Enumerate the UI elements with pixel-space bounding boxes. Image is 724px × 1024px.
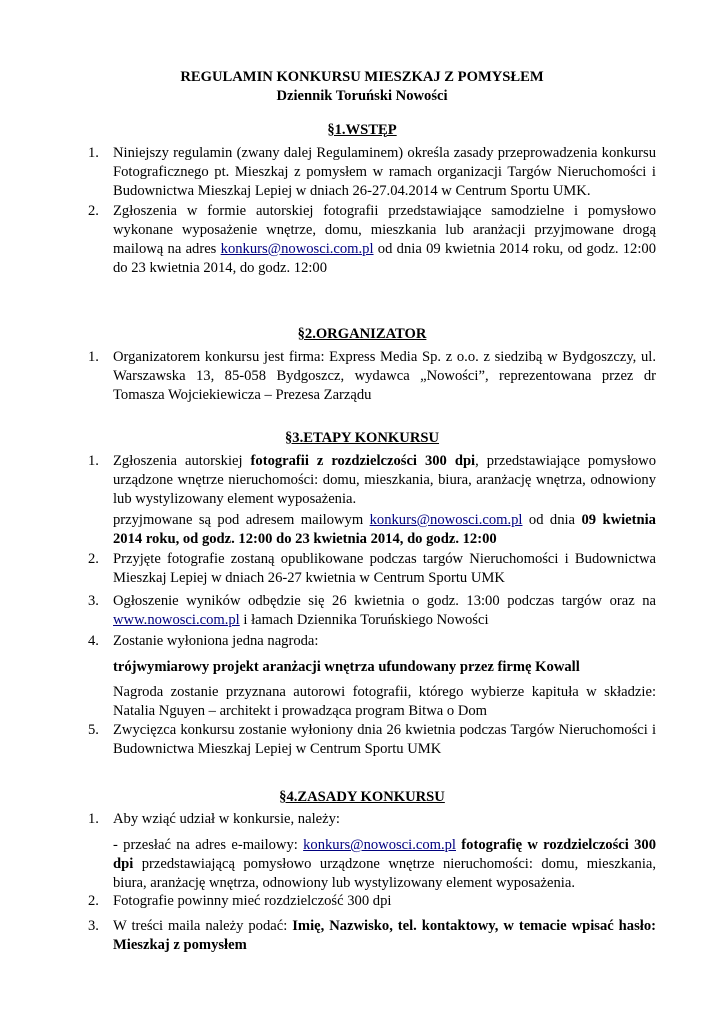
list-number: 1. — [88, 349, 99, 365]
email-link[interactable]: konkurs@nowosci.com.pl — [369, 512, 523, 528]
prize-description: trójwymiarowy projekt aranżacji wnętrza ufundowany przez firmę Kowall — [113, 659, 580, 675]
s4-item-1-paragraph: - przesłać na adres e-mailowy: konkurs@nowosci.com.pl fotografię w rozdzielczości 300 dpi przedstawiającą pomysłowo urządzone wnętrze nieruchomości: domu, mieszkania, biura, aranżację wnętrza, odnowiony lub wystylizowany element wyposażenia. — [113, 837, 656, 891]
list-number: 1. — [88, 811, 99, 827]
s1-list-item-2 — [88, 202, 656, 278]
list-item-text: Zgłoszenia w formie autorskiej fotografii przedstawiające samodzielne i pomysłowo wykonane wyposażenie wnętrze, domu, mieszkania lub aranżacji przyjmowane drogą mailową na adres konkurs@nowosci.com.pl od dnia 09 kwietnia 2014 roku, od godz. 12:00 do 23 kwietnia 2014, do godz. 12:00 — [113, 203, 656, 276]
document-subtitle: Dziennik Toruński Nowości — [276, 88, 448, 104]
list-number: 5. — [88, 722, 99, 738]
list-number: 3. — [88, 918, 99, 934]
list-number: 3. — [88, 593, 99, 609]
s3-list-item-5 — [88, 721, 656, 759]
section-heading-2: §2.ORGANIZATOR — [297, 326, 427, 342]
document-title: REGULAMIN KONKURSU MIESZKAJ Z POMYSŁEM — [180, 69, 544, 85]
s3-item-1-paragraph: przyjmowane są pod adresem mailowym konkurs@nowosci.com.pl od dnia 09 kwietnia 2014 roku, od godz. 12:00 do 23 kwietnia 2014, do godz. 12:00 — [113, 512, 656, 547]
list-item-text: Zgłoszenia autorskiej fotografii z rozdzielczości 300 dpi, przedstawiające pomysłowo urządzone wnętrze nieruchomości: domu, mieszkania, biura, aranżację wnętrza, odnowiony lub wystylizowany element wyposażenia. — [113, 453, 657, 507]
s3-list-item-2 — [88, 550, 656, 588]
s3-list-item-4 — [88, 632, 656, 651]
email-link[interactable]: konkurs@nowosci.com.pl — [220, 241, 374, 257]
section-heading-4: §4.ZASADY KONKURSU — [279, 789, 445, 805]
list-item-text: Fotografie powinny mieć rozdzielczość 300 dpi — [113, 893, 392, 909]
list-item-text: Aby wziąć udział w konkursie, należy: — [113, 811, 340, 827]
list-number: 1. — [88, 453, 99, 469]
website-link[interactable]: www.nowosci.com.pl — [113, 612, 240, 628]
list-item-text: Przyjęte fotografie zostaną opublikowane podczas targów Nieruchomości i Budownictwa Mieszkaj Lepiej w dniach 26-27 kwietnia w Centrum Sportu UMK — [113, 551, 656, 586]
email-link[interactable]: konkurs@nowosci.com.pl — [303, 837, 456, 853]
list-number: 2. — [88, 551, 99, 567]
list-number: 2. — [88, 893, 99, 909]
prize-note: Nagroda zostanie przyznana autorowi fotografii, którego wybierze kapituła w składzie: Natalia Nguyen – architekt i prowadząca program Bitwa o Dom — [113, 684, 656, 719]
list-item-text: Zostanie wyłoniona jedna nagroda: — [113, 633, 319, 649]
list-number: 1. — [88, 145, 99, 161]
list-item-text: Ogłoszenie wyników odbędzie się 26 kwietnia o godz. 13:00 podczas targów oraz na www.nowosci.com.pl i łamach Dziennika Toruńskiego Nowości — [113, 593, 656, 628]
list-item-text: Organizatorem konkursu jest firma: Express Media Sp. z o.o. z siedzibą w Bydgoszczy, ul. Warszawska 13, 85-058 Bydgoszcz, wydawca „Nowości”, reprezentowana przez dr Tomasza Wojciekiewicza – Prezesa Zarządu — [113, 349, 656, 403]
list-item-text: Niniejszy regulamin (zwany dalej Regulaminem) określa zasady przeprowadzenia konkursu Fotograficznego pt. Mieszkaj z pomysłem w ramach organizacji Targów Nieruchomości i Budownictwa Mieszkaj Lepiej w dniach 26-27.04.2014 w Centrum Sportu UMK. — [113, 145, 656, 199]
s4-list-item-2 — [88, 892, 656, 911]
s4-list-item-1 — [88, 810, 656, 829]
list-item-text: Zwycięzca konkursu zostanie wyłoniony dnia 26 kwietnia podczas Targów Nieruchomości i Budownictwa Mieszkaj Lepiej w Centrum Sportu UMK — [113, 722, 656, 757]
list-item-text: W treści maila należy podać: Imię, Nazwisko, tel. kontaktowy, w temacie wpisać hasło: Mieszkaj z pomysłem — [113, 918, 656, 953]
section-heading-1: §1.WSTĘP — [327, 122, 397, 138]
s2-list-item-1 — [88, 348, 656, 405]
s1-list-item-1 — [88, 144, 656, 201]
list-number: 2. — [88, 203, 99, 219]
s3-list-item-3 — [88, 592, 656, 630]
list-number: 4. — [88, 633, 99, 649]
s4-list-item-3 — [88, 917, 656, 955]
section-heading-3: §3.ETAPY KONKURSU — [284, 430, 440, 446]
s3-list-item-1 — [88, 452, 656, 509]
